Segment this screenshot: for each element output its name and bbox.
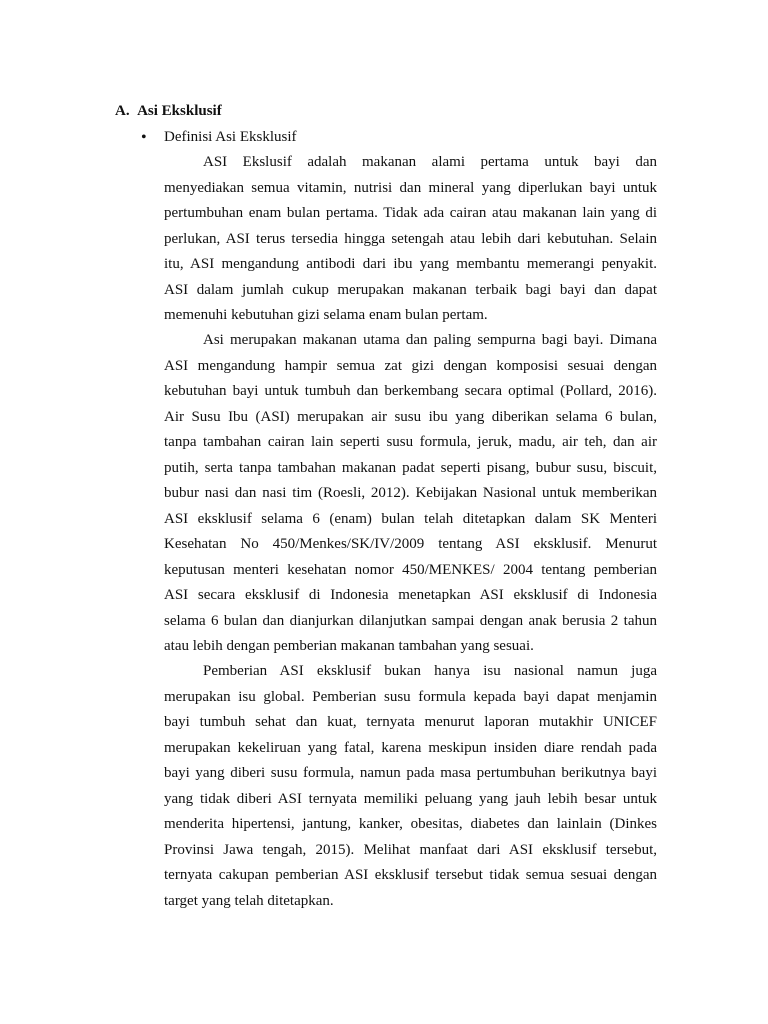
paragraph-1-line: ASI Ekslusif adalah makanan alami pertama untuk bayi dan xyxy=(203,154,657,170)
paragraph-1-line: perlukan, ASI terus tersedia hingga setengah atau lebih dari kebutuhan. Selain xyxy=(164,230,657,247)
section-heading xyxy=(115,101,222,121)
subsection-title: Definisi Asi Eksklusif xyxy=(164,129,297,145)
paragraph-2-line: putih, serta tanpa tambahan makanan padat seperti pisang, bubur susu, biscuit, xyxy=(164,459,657,476)
paragraph-2-line: selama 6 bulan dan dianjurkan dilanjutkan sampai dengan anak berusia 2 tahun xyxy=(164,612,657,629)
paragraph-1-line: menyediakan semua vitamin, nutrisi dan mineral yang diperlukan bayi untuk xyxy=(164,179,657,196)
paragraph-3-line: merupakan isu global. Pemberian susu formula kepada bayi dapat menjamin xyxy=(164,688,657,705)
paragraph-2-line: Air Susu Ibu (ASI) merupakan air susu ibu yang diberikan selama 6 bulan, xyxy=(164,408,657,425)
paragraph-2-line: bubur nasi dan nasi tim (Roesli, 2012). Kebijakan Nasional untuk memberikan xyxy=(164,485,657,501)
paragraph-1-line: memenuhi kebutuhan gizi selama enam bulan pertam. xyxy=(164,307,488,323)
paragraph-2-line: ASI secara eksklusif di Indonesia menetapkan ASI eksklusif di Indonesia xyxy=(164,587,657,603)
paragraph-3-line: bayi yang diberi susu formula, namun pada masa pertumbuhan berikutnya bayi xyxy=(164,765,657,781)
paragraph-1-line: itu, ASI mengandung antibodi dari ibu yang membantu memerangi penyakit. xyxy=(164,256,657,272)
paragraph-2-line: ASI eksklusif selama 6 (enam) bulan telah ditetapkan dalam SK Menteri xyxy=(164,510,657,527)
paragraph-2-line: Asi merupakan makanan utama dan paling sempurna bagi bayi. Dimana xyxy=(203,332,657,348)
paragraph-2-line: ASI mengandung hampir semua zat gizi dengan komposisi sesuai dengan xyxy=(164,357,657,374)
paragraph-3-line: menderita hipertensi, jantung, kanker, obesitas, diabetes dan lainlain (Dinkes xyxy=(164,816,657,832)
section-title: Asi Eksklusif xyxy=(137,103,222,119)
paragraph-3-line: target yang telah ditetapkan. xyxy=(164,892,334,909)
paragraph-3-line: Pemberian ASI eksklusif bukan hanya isu nasional namun juga xyxy=(203,663,657,679)
paragraph-3-line: Provinsi Jawa tengah, 2015). Melihat manfaat dari ASI eksklusif tersebut, xyxy=(164,841,657,858)
paragraph-3-line: ternyata cakupan pemberian ASI eksklusif tersebut tidak semua sesuai dengan xyxy=(164,867,657,883)
paragraph-2-line: atau lebih dengan pemberian makanan tambahan yang sesuai. xyxy=(164,638,534,654)
paragraph-2-line: Kesehatan No 450/Menkes/SK/IV/2009 tentang ASI eksklusif. Menurut xyxy=(164,536,657,552)
paragraph-2-line: tanpa tambahan cairan lain seperti susu formula, jeruk, madu, air teh, dan air xyxy=(164,434,657,450)
section-label: A. xyxy=(115,103,130,119)
paragraph-3-line: merupakan kekeliruan yang fatal, karena meskipun insiden diare rendah pada xyxy=(164,739,657,756)
paragraph-1-line: ASI dalam jumlah cukup merupakan makanan terbaik bagi bayi dan dapat xyxy=(164,281,657,298)
paragraph-2-line: keputusan menteri kesehatan nomor 450/MENKES/ 2004 tentang pemberian xyxy=(164,561,657,578)
paragraph-2-line: kebutuhan bayi untuk tumbuh dan berkembang secara optimal (Pollard, 2016). xyxy=(164,383,657,399)
bullet-dot-icon: • xyxy=(141,129,147,146)
paragraph-3-line: yang tidak diberi ASI ternyata memiliki peluang yang jauh lebih besar untuk xyxy=(164,790,657,807)
paragraph-3-line: bayi tumbuh sehat dan kuat, ternyata menurut laporan mutakhir UNICEF xyxy=(164,714,657,730)
paragraph-1-line: pertumbuhan enam bulan pertama. Tidak ada cairan atau makanan lain yang di xyxy=(164,205,657,221)
